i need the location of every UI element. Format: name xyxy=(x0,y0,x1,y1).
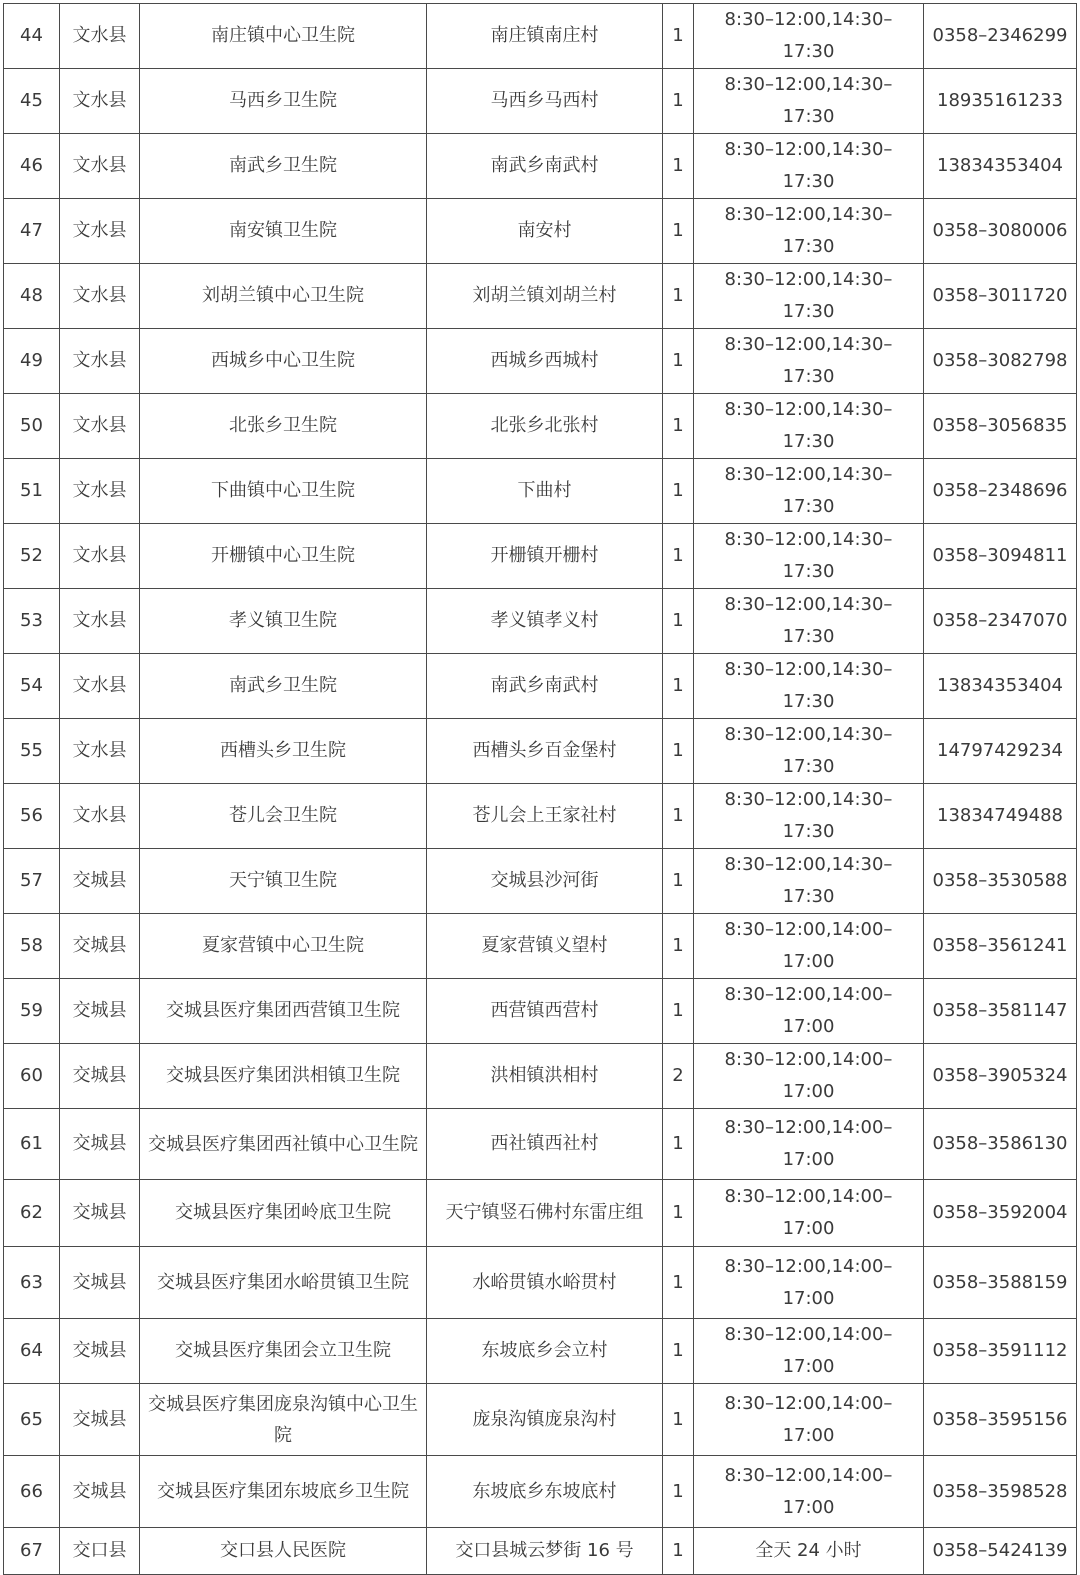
phone-cell: 0358–3056835 xyxy=(924,394,1077,459)
row-number: 55 xyxy=(4,719,60,784)
address-cell: 刘胡兰镇刘胡兰村 xyxy=(427,264,663,329)
row-number: 66 xyxy=(4,1456,60,1528)
count-cell: 1 xyxy=(663,394,694,459)
county-cell: 文水县 xyxy=(60,459,140,524)
institution-cell: 交城县医疗集团西营镇卫生院 xyxy=(140,979,427,1044)
county-cell: 交城县 xyxy=(60,1456,140,1528)
hours-cell: 8:30–12:00,14:30–17:30 xyxy=(694,134,924,199)
address-cell: 庞泉沟镇庞泉沟村 xyxy=(427,1384,663,1456)
table-row xyxy=(4,329,1077,394)
row-number: 65 xyxy=(4,1384,60,1456)
row-number: 56 xyxy=(4,784,60,849)
count-cell: 1 xyxy=(663,4,694,69)
table-row xyxy=(4,719,1077,784)
hours-cell: 8:30–12:00,14:00–17:00 xyxy=(694,1384,924,1456)
address-cell: 东坡底乡东坡底村 xyxy=(427,1456,663,1528)
row-number: 59 xyxy=(4,979,60,1044)
table-row xyxy=(4,1456,1077,1528)
count-cell: 1 xyxy=(663,784,694,849)
address-cell: 交城县沙河街 xyxy=(427,849,663,914)
address-cell: 马西乡马西村 xyxy=(427,69,663,134)
table-row xyxy=(4,524,1077,589)
institution-cell: 交口县人民医院 xyxy=(140,1528,427,1575)
row-number: 46 xyxy=(4,134,60,199)
hours-cell: 8:30–12:00,14:30–17:30 xyxy=(694,264,924,329)
table-row xyxy=(4,1319,1077,1384)
county-cell: 文水县 xyxy=(60,654,140,719)
county-cell: 文水县 xyxy=(60,69,140,134)
address-cell: 夏家营镇义望村 xyxy=(427,914,663,979)
phone-cell: 0358–3586130 xyxy=(924,1109,1077,1180)
hours-cell: 8:30–12:00,14:30–17:30 xyxy=(694,4,924,69)
institution-cell: 交城县医疗集团西社镇中心卫生院 xyxy=(140,1109,427,1180)
phone-cell: 0358–3080006 xyxy=(924,199,1077,264)
county-cell: 文水县 xyxy=(60,394,140,459)
phone-cell: 0358–3592004 xyxy=(924,1180,1077,1247)
phone-cell: 0358–2346299 xyxy=(924,4,1077,69)
hours-cell: 8:30–12:00,14:30–17:30 xyxy=(694,589,924,654)
table-body xyxy=(4,4,1077,1575)
address-cell: 南庄镇南庄村 xyxy=(427,4,663,69)
phone-cell: 0358–3591112 xyxy=(924,1319,1077,1384)
institution-cell: 孝义镇卫生院 xyxy=(140,589,427,654)
hours-cell: 8:30–12:00,14:30–17:30 xyxy=(694,654,924,719)
table-row xyxy=(4,1109,1077,1180)
county-cell: 交城县 xyxy=(60,979,140,1044)
county-cell: 交城县 xyxy=(60,1180,140,1247)
row-number: 67 xyxy=(4,1528,60,1575)
institution-cell: 南庄镇中心卫生院 xyxy=(140,4,427,69)
phone-cell: 0358–3905324 xyxy=(924,1044,1077,1109)
phone-cell: 0358–3595156 xyxy=(924,1384,1077,1456)
institution-cell: 南武乡卫生院 xyxy=(140,134,427,199)
county-cell: 交口县 xyxy=(60,1528,140,1575)
row-number: 49 xyxy=(4,329,60,394)
address-cell: 东坡底乡会立村 xyxy=(427,1319,663,1384)
county-cell: 交城县 xyxy=(60,914,140,979)
institution-cell: 马西乡卫生院 xyxy=(140,69,427,134)
row-number: 48 xyxy=(4,264,60,329)
phone-cell: 0358–2347070 xyxy=(924,589,1077,654)
address-cell: 西槽头乡百金堡村 xyxy=(427,719,663,784)
phone-cell: 14797429234 xyxy=(924,719,1077,784)
phone-cell: 0358–2348696 xyxy=(924,459,1077,524)
county-cell: 文水县 xyxy=(60,329,140,394)
count-cell: 2 xyxy=(663,1044,694,1109)
clinic-table xyxy=(3,3,1077,1575)
county-cell: 交城县 xyxy=(60,849,140,914)
table-row xyxy=(4,1044,1077,1109)
hours-cell: 8:30–12:00,14:30–17:30 xyxy=(694,784,924,849)
hours-cell: 8:30–12:00,14:30–17:30 xyxy=(694,524,924,589)
phone-cell: 0358–3561241 xyxy=(924,914,1077,979)
address-cell: 交口县城云梦街 16 号 xyxy=(427,1528,663,1575)
count-cell: 1 xyxy=(663,1180,694,1247)
address-cell: 水峪贯镇水峪贯村 xyxy=(427,1247,663,1319)
county-cell: 文水县 xyxy=(60,589,140,654)
table-row xyxy=(4,459,1077,524)
address-cell: 苍儿会上王家社村 xyxy=(427,784,663,849)
table-row xyxy=(4,979,1077,1044)
institution-cell: 开栅镇中心卫生院 xyxy=(140,524,427,589)
count-cell: 1 xyxy=(663,914,694,979)
table-row xyxy=(4,654,1077,719)
table-row xyxy=(4,4,1077,69)
hours-cell: 8:30–12:00,14:30–17:30 xyxy=(694,394,924,459)
count-cell: 1 xyxy=(663,1456,694,1528)
hours-cell: 8:30–12:00,14:00–17:00 xyxy=(694,914,924,979)
count-cell: 1 xyxy=(663,69,694,134)
count-cell: 1 xyxy=(663,849,694,914)
row-number: 64 xyxy=(4,1319,60,1384)
count-cell: 1 xyxy=(663,1528,694,1575)
table-row xyxy=(4,914,1077,979)
hours-cell: 8:30–12:00,14:30–17:30 xyxy=(694,459,924,524)
table-row xyxy=(4,1384,1077,1456)
address-cell: 天宁镇竖石佛村东雷庄组 xyxy=(427,1180,663,1247)
institution-cell: 北张乡卫生院 xyxy=(140,394,427,459)
count-cell: 1 xyxy=(663,329,694,394)
institution-cell: 交城县医疗集团庞泉沟镇中心卫生院 xyxy=(140,1384,427,1456)
row-number: 62 xyxy=(4,1180,60,1247)
row-number: 57 xyxy=(4,849,60,914)
count-cell: 1 xyxy=(663,1247,694,1319)
count-cell: 1 xyxy=(663,134,694,199)
address-cell: 西城乡西城村 xyxy=(427,329,663,394)
institution-cell: 夏家营镇中心卫生院 xyxy=(140,914,427,979)
count-cell: 1 xyxy=(663,199,694,264)
count-cell: 1 xyxy=(663,459,694,524)
phone-cell: 0358–3082798 xyxy=(924,329,1077,394)
address-cell: 西营镇西营村 xyxy=(427,979,663,1044)
table-row xyxy=(4,1180,1077,1247)
hours-cell: 8:30–12:00,14:30–17:30 xyxy=(694,199,924,264)
row-number: 60 xyxy=(4,1044,60,1109)
table-row xyxy=(4,849,1077,914)
address-cell: 下曲村 xyxy=(427,459,663,524)
institution-cell: 交城县医疗集团岭底卫生院 xyxy=(140,1180,427,1247)
hours-cell: 8:30–12:00,14:30–17:30 xyxy=(694,849,924,914)
count-cell: 1 xyxy=(663,719,694,784)
institution-cell: 西槽头乡卫生院 xyxy=(140,719,427,784)
county-cell: 文水县 xyxy=(60,199,140,264)
table-row xyxy=(4,199,1077,264)
address-cell: 南武乡南武村 xyxy=(427,134,663,199)
count-cell: 1 xyxy=(663,1384,694,1456)
institution-cell: 南安镇卫生院 xyxy=(140,199,427,264)
hours-cell: 8:30–12:00,14:00–17:00 xyxy=(694,1319,924,1384)
county-cell: 交城县 xyxy=(60,1384,140,1456)
phone-cell: 0358–3094811 xyxy=(924,524,1077,589)
hours-cell: 8:30–12:00,14:00–17:00 xyxy=(694,1456,924,1528)
county-cell: 交城县 xyxy=(60,1109,140,1180)
county-cell: 文水县 xyxy=(60,784,140,849)
phone-cell: 0358–5424139 xyxy=(924,1528,1077,1575)
table-row xyxy=(4,394,1077,459)
institution-cell: 西城乡中心卫生院 xyxy=(140,329,427,394)
institution-cell: 天宁镇卫生院 xyxy=(140,849,427,914)
address-cell: 开栅镇开栅村 xyxy=(427,524,663,589)
address-cell: 洪相镇洪相村 xyxy=(427,1044,663,1109)
institution-cell: 交城县医疗集团会立卫生院 xyxy=(140,1319,427,1384)
hours-cell: 8:30–12:00,14:30–17:30 xyxy=(694,69,924,134)
row-number: 61 xyxy=(4,1109,60,1180)
count-cell: 1 xyxy=(663,1109,694,1180)
row-number: 45 xyxy=(4,69,60,134)
county-cell: 交城县 xyxy=(60,1044,140,1109)
phone-cell: 13834749488 xyxy=(924,784,1077,849)
count-cell: 1 xyxy=(663,589,694,654)
phone-cell: 13834353404 xyxy=(924,654,1077,719)
address-cell: 南武乡南武村 xyxy=(427,654,663,719)
address-cell: 孝义镇孝义村 xyxy=(427,589,663,654)
count-cell: 1 xyxy=(663,264,694,329)
county-cell: 文水县 xyxy=(60,719,140,784)
row-number: 53 xyxy=(4,589,60,654)
row-number: 58 xyxy=(4,914,60,979)
table-row xyxy=(4,69,1077,134)
table-row xyxy=(4,1528,1077,1575)
table-row xyxy=(4,264,1077,329)
count-cell: 1 xyxy=(663,524,694,589)
address-cell: 北张乡北张村 xyxy=(427,394,663,459)
institution-cell: 交城县医疗集团东坡底乡卫生院 xyxy=(140,1456,427,1528)
county-cell: 文水县 xyxy=(60,4,140,69)
hours-cell: 8:30–12:00,14:30–17:30 xyxy=(694,719,924,784)
hours-cell: 8:30–12:00,14:00–17:00 xyxy=(694,1109,924,1180)
row-number: 54 xyxy=(4,654,60,719)
hours-cell: 8:30–12:00,14:00–17:00 xyxy=(694,979,924,1044)
table-row xyxy=(4,134,1077,199)
county-cell: 交城县 xyxy=(60,1319,140,1384)
institution-cell: 刘胡兰镇中心卫生院 xyxy=(140,264,427,329)
row-number: 63 xyxy=(4,1247,60,1319)
address-cell: 南安村 xyxy=(427,199,663,264)
phone-cell: 18935161233 xyxy=(924,69,1077,134)
row-number: 47 xyxy=(4,199,60,264)
row-number: 50 xyxy=(4,394,60,459)
institution-cell: 下曲镇中心卫生院 xyxy=(140,459,427,524)
institution-cell: 交城县医疗集团水峪贯镇卫生院 xyxy=(140,1247,427,1319)
table-row xyxy=(4,589,1077,654)
phone-cell: 13834353404 xyxy=(924,134,1077,199)
phone-cell: 0358–3581147 xyxy=(924,979,1077,1044)
table-row xyxy=(4,784,1077,849)
row-number: 44 xyxy=(4,4,60,69)
count-cell: 1 xyxy=(663,654,694,719)
phone-cell: 0358–3011720 xyxy=(924,264,1077,329)
county-cell: 文水县 xyxy=(60,134,140,199)
county-cell: 交城县 xyxy=(60,1247,140,1319)
address-cell: 西社镇西社村 xyxy=(427,1109,663,1180)
hours-cell: 8:30–12:00,14:30–17:30 xyxy=(694,329,924,394)
county-cell: 文水县 xyxy=(60,524,140,589)
count-cell: 1 xyxy=(663,1319,694,1384)
phone-cell: 0358–3598528 xyxy=(924,1456,1077,1528)
phone-cell: 0358–3530588 xyxy=(924,849,1077,914)
row-number: 52 xyxy=(4,524,60,589)
phone-cell: 0358–3588159 xyxy=(924,1247,1077,1319)
count-cell: 1 xyxy=(663,979,694,1044)
row-number: 51 xyxy=(4,459,60,524)
hours-cell: 8:30–12:00,14:00–17:00 xyxy=(694,1044,924,1109)
institution-cell: 苍儿会卫生院 xyxy=(140,784,427,849)
hours-cell: 8:30–12:00,14:00–17:00 xyxy=(694,1180,924,1247)
hours-cell: 8:30–12:00,14:00–17:00 xyxy=(694,1247,924,1319)
institution-cell: 南武乡卫生院 xyxy=(140,654,427,719)
hours-cell: 全天 24 小时 xyxy=(694,1528,924,1575)
institution-cell: 交城县医疗集团洪相镇卫生院 xyxy=(140,1044,427,1109)
county-cell: 文水县 xyxy=(60,264,140,329)
